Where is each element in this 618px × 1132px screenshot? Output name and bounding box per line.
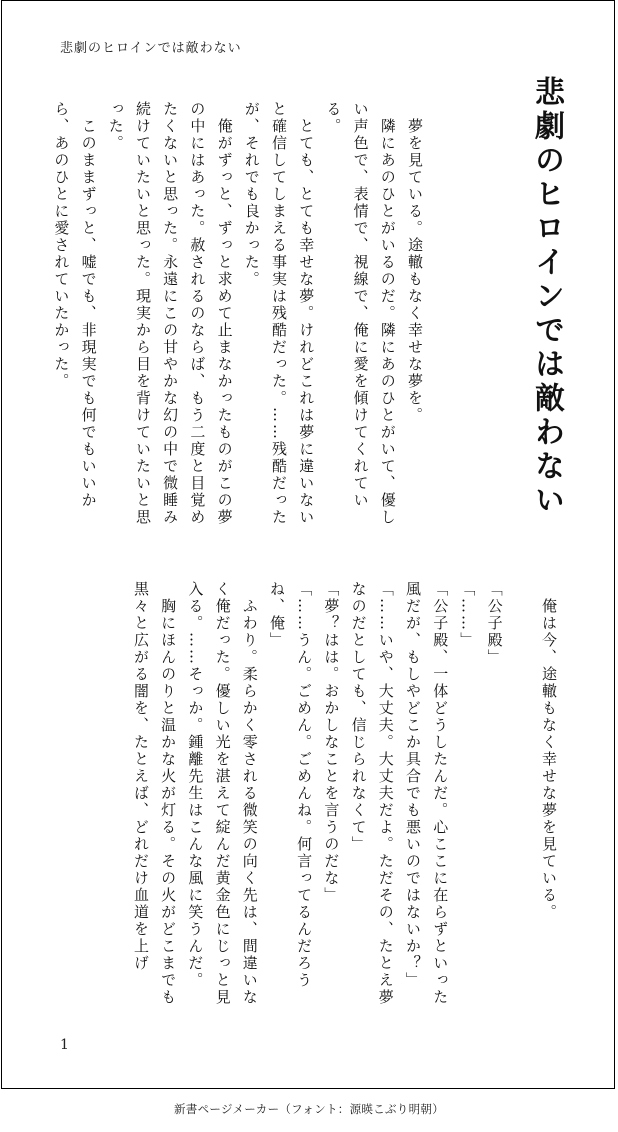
paragraph: 夢を見ている。途轍もなく幸せな夢を。 [406,101,424,424]
paragraph: 俺は今、途轍もなく幸せな夢を見ている。 [540,581,558,921]
running-header: 悲劇のヒロインでは敵わない [60,41,242,56]
dialogue-line: 「……うん。ごめん。ごめんね。何言ってるんだろうね、俺」 [267,581,314,989]
dialogue-line: 「……いや、大丈夫。大丈夫だよ。ただその、たとえ夢なのだとしても、信じられなくて」 [349,581,395,1006]
paragraph: このままずっと、嘘でも、非現実でも何でもいいから、あのひとに愛されていたかった。 [52,101,98,509]
dialogue-line: 「公子殿、一体どうしたんだ。心ここに在らずといった風だが、もしやどこか具合でも悪いのではないか？」 [403,581,450,1006]
footer-credit: 新書ページメーカー（フォント：源暎こぶり明朝） [173,1102,445,1116]
dialogue-line: 「夢？はは。おかしなことを言うのだな」 [322,581,341,904]
page-title: 悲劇のヒロインでは敵わない [529,76,564,518]
page-number: 1 [60,1037,69,1053]
lower-text-block [127,581,562,1011]
upper-text-block [47,101,428,531]
paragraph: とても、とても幸せな夢。けれどこれは夢に違いないと確信してしまえる事実は残酷だった。……残酷だったが、それでも良かった。 [242,101,316,526]
blank-line [508,581,535,1011]
book-page [1,0,615,1089]
paragraph: 隣にあのひとがいるのだ。隣にあのひとがいて、優しい声色で、表情で、視線で、俺に愛を傾けてくれている。 [324,101,397,526]
paragraph: ふわり。柔らかく零される微笑の向く先は、間違いなく俺だった。優しい光を湛えて綻んだ黄金色にじっと見入る。……そっか。鍾離先生はこんな風に笑うんだ。 [186,581,259,1006]
paragraph: 胸にほんのりと温かな火が灯る。その火がどこまでも黒々と広がる闇を、たとえば、どれだけ血道を上げ [131,581,178,1006]
paragraph: 俺がずっと、ずっと求めて止まなかったものがこの夢の中にはあった。赦されるのならば、もう二度と目覚めたくないと思った。永遠にこの甘やかな幻の中で微睡み続けていたいと思った。現実から目を背けていたいと思った。 [106,101,234,526]
dialogue-line: 「……」 [458,581,477,649]
dialogue-line: 「公子殿」 [485,581,504,666]
